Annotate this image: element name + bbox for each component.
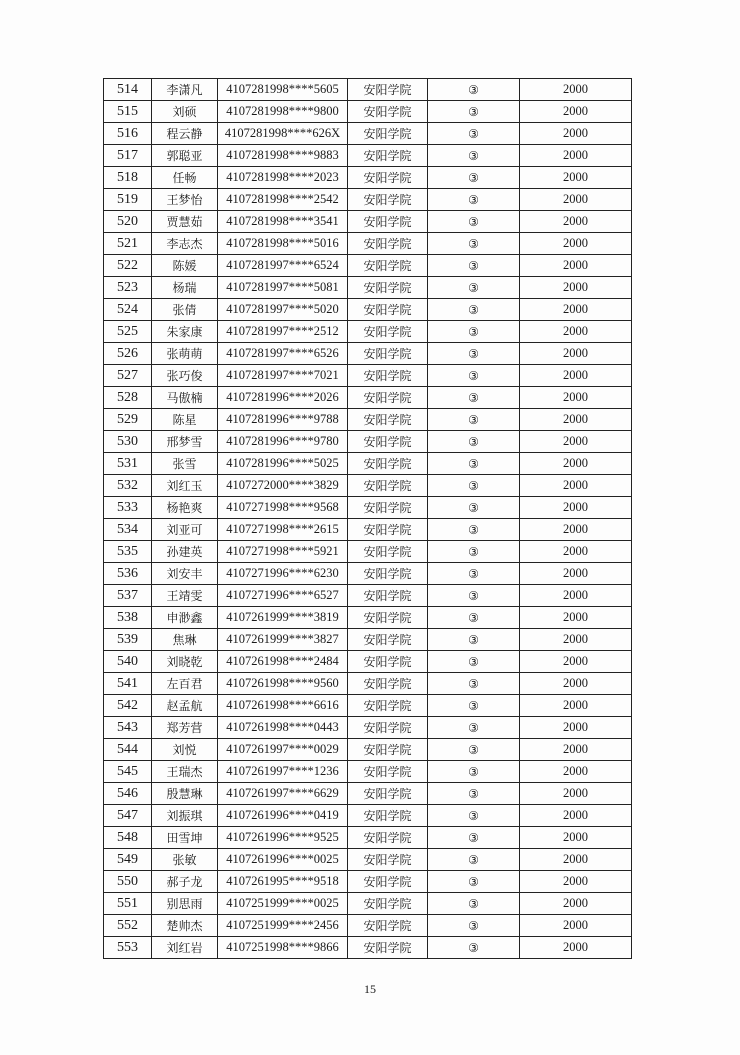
id-number: 4107271998****5921 bbox=[218, 541, 348, 563]
amount: 2000 bbox=[520, 893, 632, 915]
amount: 2000 bbox=[520, 695, 632, 717]
table-row bbox=[104, 607, 632, 629]
student-name: 郝子龙 bbox=[152, 871, 218, 893]
school-name: 安阳学院 bbox=[348, 145, 428, 167]
school-name: 安阳学院 bbox=[348, 123, 428, 145]
table-row bbox=[104, 343, 632, 365]
row-number: 540 bbox=[104, 651, 152, 673]
category-mark: ③ bbox=[428, 453, 520, 475]
id-number: 4107281998****5605 bbox=[218, 79, 348, 101]
row-number: 517 bbox=[104, 145, 152, 167]
school-name: 安阳学院 bbox=[348, 189, 428, 211]
student-name: 刘红岩 bbox=[152, 937, 218, 959]
row-number: 535 bbox=[104, 541, 152, 563]
row-number: 519 bbox=[104, 189, 152, 211]
student-name: 张敏 bbox=[152, 849, 218, 871]
amount: 2000 bbox=[520, 607, 632, 629]
student-name: 朱家康 bbox=[152, 321, 218, 343]
student-name: 张巧俊 bbox=[152, 365, 218, 387]
category-mark: ③ bbox=[428, 629, 520, 651]
id-number: 4107261996****0025 bbox=[218, 849, 348, 871]
category-mark: ③ bbox=[428, 739, 520, 761]
amount: 2000 bbox=[520, 805, 632, 827]
amount: 2000 bbox=[520, 739, 632, 761]
id-number: 4107261996****9525 bbox=[218, 827, 348, 849]
student-name: 刘安丰 bbox=[152, 563, 218, 585]
id-number: 4107261995****9518 bbox=[218, 871, 348, 893]
student-name: 申渺鑫 bbox=[152, 607, 218, 629]
amount: 2000 bbox=[520, 79, 632, 101]
id-number: 4107261998****6616 bbox=[218, 695, 348, 717]
row-number: 548 bbox=[104, 827, 152, 849]
id-number: 4107281998****2023 bbox=[218, 167, 348, 189]
amount: 2000 bbox=[520, 827, 632, 849]
table-row bbox=[104, 937, 632, 959]
school-name: 安阳学院 bbox=[348, 827, 428, 849]
school-name: 安阳学院 bbox=[348, 849, 428, 871]
student-name: 李潇凡 bbox=[152, 79, 218, 101]
amount: 2000 bbox=[520, 277, 632, 299]
student-name: 李志杰 bbox=[152, 233, 218, 255]
row-number: 552 bbox=[104, 915, 152, 937]
category-mark: ③ bbox=[428, 783, 520, 805]
id-number: 4107261998****2484 bbox=[218, 651, 348, 673]
student-name: 王瑞杰 bbox=[152, 761, 218, 783]
student-name: 刘悦 bbox=[152, 739, 218, 761]
table-row bbox=[104, 849, 632, 871]
amount: 2000 bbox=[520, 761, 632, 783]
id-number: 4107261999****3827 bbox=[218, 629, 348, 651]
table-row bbox=[104, 915, 632, 937]
row-number: 534 bbox=[104, 519, 152, 541]
row-number: 528 bbox=[104, 387, 152, 409]
student-name: 郭聪亚 bbox=[152, 145, 218, 167]
row-number: 520 bbox=[104, 211, 152, 233]
school-name: 安阳学院 bbox=[348, 431, 428, 453]
school-name: 安阳学院 bbox=[348, 475, 428, 497]
amount: 2000 bbox=[520, 783, 632, 805]
amount: 2000 bbox=[520, 629, 632, 651]
category-mark: ③ bbox=[428, 717, 520, 739]
school-name: 安阳学院 bbox=[348, 79, 428, 101]
table-row bbox=[104, 739, 632, 761]
school-name: 安阳学院 bbox=[348, 937, 428, 959]
id-number: 4107272000****3829 bbox=[218, 475, 348, 497]
school-name: 安阳学院 bbox=[348, 673, 428, 695]
category-mark: ③ bbox=[428, 211, 520, 233]
amount: 2000 bbox=[520, 145, 632, 167]
category-mark: ③ bbox=[428, 409, 520, 431]
student-name: 张萌萌 bbox=[152, 343, 218, 365]
category-mark: ③ bbox=[428, 805, 520, 827]
row-number: 527 bbox=[104, 365, 152, 387]
row-number: 549 bbox=[104, 849, 152, 871]
table-row bbox=[104, 431, 632, 453]
row-number: 553 bbox=[104, 937, 152, 959]
table-row bbox=[104, 189, 632, 211]
row-number: 541 bbox=[104, 673, 152, 695]
id-number: 4107261999****3819 bbox=[218, 607, 348, 629]
row-number: 537 bbox=[104, 585, 152, 607]
school-name: 安阳学院 bbox=[348, 783, 428, 805]
student-name: 任畅 bbox=[152, 167, 218, 189]
amount: 2000 bbox=[520, 299, 632, 321]
school-name: 安阳学院 bbox=[348, 519, 428, 541]
student-name: 刘硕 bbox=[152, 101, 218, 123]
amount: 2000 bbox=[520, 255, 632, 277]
id-number: 4107261997****1236 bbox=[218, 761, 348, 783]
row-number: 547 bbox=[104, 805, 152, 827]
student-name: 田雪坤 bbox=[152, 827, 218, 849]
school-name: 安阳学院 bbox=[348, 915, 428, 937]
id-number: 4107281997****6526 bbox=[218, 343, 348, 365]
category-mark: ③ bbox=[428, 937, 520, 959]
row-number: 521 bbox=[104, 233, 152, 255]
school-name: 安阳学院 bbox=[348, 453, 428, 475]
student-name: 楚帅杰 bbox=[152, 915, 218, 937]
row-number: 539 bbox=[104, 629, 152, 651]
school-name: 安阳学院 bbox=[348, 255, 428, 277]
category-mark: ③ bbox=[428, 541, 520, 563]
student-name: 赵孟航 bbox=[152, 695, 218, 717]
row-number: 538 bbox=[104, 607, 152, 629]
school-name: 安阳学院 bbox=[348, 409, 428, 431]
category-mark: ③ bbox=[428, 123, 520, 145]
row-number: 515 bbox=[104, 101, 152, 123]
table-row bbox=[104, 585, 632, 607]
category-mark: ③ bbox=[428, 189, 520, 211]
id-number: 4107271998****2615 bbox=[218, 519, 348, 541]
student-name: 郑芳营 bbox=[152, 717, 218, 739]
table-row bbox=[104, 145, 632, 167]
amount: 2000 bbox=[520, 915, 632, 937]
amount: 2000 bbox=[520, 233, 632, 255]
table-row bbox=[104, 475, 632, 497]
school-name: 安阳学院 bbox=[348, 695, 428, 717]
category-mark: ③ bbox=[428, 79, 520, 101]
row-number: 523 bbox=[104, 277, 152, 299]
table-row bbox=[104, 871, 632, 893]
table-row bbox=[104, 761, 632, 783]
table-row bbox=[104, 167, 632, 189]
school-name: 安阳学院 bbox=[348, 211, 428, 233]
amount: 2000 bbox=[520, 453, 632, 475]
table-row bbox=[104, 805, 632, 827]
category-mark: ③ bbox=[428, 101, 520, 123]
category-mark: ③ bbox=[428, 431, 520, 453]
table-row bbox=[104, 541, 632, 563]
table-row bbox=[104, 673, 632, 695]
student-name: 张雪 bbox=[152, 453, 218, 475]
row-number: 532 bbox=[104, 475, 152, 497]
amount: 2000 bbox=[520, 651, 632, 673]
amount: 2000 bbox=[520, 387, 632, 409]
id-number: 4107281998****626X bbox=[218, 123, 348, 145]
id-number: 4107251998****9866 bbox=[218, 937, 348, 959]
school-name: 安阳学院 bbox=[348, 563, 428, 585]
school-name: 安阳学院 bbox=[348, 893, 428, 915]
id-number: 4107271996****6230 bbox=[218, 563, 348, 585]
row-number: 516 bbox=[104, 123, 152, 145]
school-name: 安阳学院 bbox=[348, 233, 428, 255]
category-mark: ③ bbox=[428, 387, 520, 409]
school-name: 安阳学院 bbox=[348, 607, 428, 629]
student-name: 张倩 bbox=[152, 299, 218, 321]
id-number: 4107261997****6629 bbox=[218, 783, 348, 805]
table-row bbox=[104, 277, 632, 299]
row-number: 546 bbox=[104, 783, 152, 805]
amount: 2000 bbox=[520, 123, 632, 145]
amount: 2000 bbox=[520, 673, 632, 695]
table-row bbox=[104, 519, 632, 541]
student-name: 马傲楠 bbox=[152, 387, 218, 409]
student-name: 王靖雯 bbox=[152, 585, 218, 607]
id-number: 4107281998****9883 bbox=[218, 145, 348, 167]
row-number: 518 bbox=[104, 167, 152, 189]
id-number: 4107281998****2542 bbox=[218, 189, 348, 211]
school-name: 安阳学院 bbox=[348, 277, 428, 299]
row-number: 543 bbox=[104, 717, 152, 739]
table-row bbox=[104, 211, 632, 233]
amount: 2000 bbox=[520, 717, 632, 739]
id-number: 4107271998****9568 bbox=[218, 497, 348, 519]
table-row bbox=[104, 321, 632, 343]
student-name: 邢梦雪 bbox=[152, 431, 218, 453]
table-row bbox=[104, 717, 632, 739]
category-mark: ③ bbox=[428, 299, 520, 321]
amount: 2000 bbox=[520, 431, 632, 453]
id-number: 4107261998****0443 bbox=[218, 717, 348, 739]
row-number: 529 bbox=[104, 409, 152, 431]
school-name: 安阳学院 bbox=[348, 497, 428, 519]
id-number: 4107281996****9788 bbox=[218, 409, 348, 431]
student-name: 殷慧琳 bbox=[152, 783, 218, 805]
school-name: 安阳学院 bbox=[348, 739, 428, 761]
student-name: 别思雨 bbox=[152, 893, 218, 915]
category-mark: ③ bbox=[428, 761, 520, 783]
table-row bbox=[104, 123, 632, 145]
table-row bbox=[104, 827, 632, 849]
amount: 2000 bbox=[520, 519, 632, 541]
id-number: 4107281997****7021 bbox=[218, 365, 348, 387]
student-name: 杨瑞 bbox=[152, 277, 218, 299]
school-name: 安阳学院 bbox=[348, 101, 428, 123]
id-number: 4107251999****0025 bbox=[218, 893, 348, 915]
row-number: 525 bbox=[104, 321, 152, 343]
student-name: 左百君 bbox=[152, 673, 218, 695]
row-number: 530 bbox=[104, 431, 152, 453]
category-mark: ③ bbox=[428, 277, 520, 299]
row-number: 542 bbox=[104, 695, 152, 717]
category-mark: ③ bbox=[428, 233, 520, 255]
category-mark: ③ bbox=[428, 145, 520, 167]
table-row bbox=[104, 255, 632, 277]
row-number: 531 bbox=[104, 453, 152, 475]
school-name: 安阳学院 bbox=[348, 761, 428, 783]
school-name: 安阳学院 bbox=[348, 167, 428, 189]
id-number: 4107281996****9780 bbox=[218, 431, 348, 453]
row-number: 544 bbox=[104, 739, 152, 761]
row-number: 536 bbox=[104, 563, 152, 585]
row-number: 550 bbox=[104, 871, 152, 893]
category-mark: ③ bbox=[428, 673, 520, 695]
student-name: 刘振琪 bbox=[152, 805, 218, 827]
table-row bbox=[104, 233, 632, 255]
amount: 2000 bbox=[520, 937, 632, 959]
student-name: 王梦怡 bbox=[152, 189, 218, 211]
category-mark: ③ bbox=[428, 475, 520, 497]
row-number: 551 bbox=[104, 893, 152, 915]
id-number: 4107281998****9800 bbox=[218, 101, 348, 123]
category-mark: ③ bbox=[428, 519, 520, 541]
amount: 2000 bbox=[520, 167, 632, 189]
table-row bbox=[104, 365, 632, 387]
student-name: 程云静 bbox=[152, 123, 218, 145]
school-name: 安阳学院 bbox=[348, 651, 428, 673]
id-number: 4107281996****2026 bbox=[218, 387, 348, 409]
school-name: 安阳学院 bbox=[348, 805, 428, 827]
category-mark: ③ bbox=[428, 849, 520, 871]
amount: 2000 bbox=[520, 585, 632, 607]
row-number: 514 bbox=[104, 79, 152, 101]
school-name: 安阳学院 bbox=[348, 387, 428, 409]
category-mark: ③ bbox=[428, 695, 520, 717]
school-name: 安阳学院 bbox=[348, 629, 428, 651]
table-row bbox=[104, 497, 632, 519]
table-row bbox=[104, 783, 632, 805]
table-row bbox=[104, 563, 632, 585]
id-number: 4107281996****5025 bbox=[218, 453, 348, 475]
school-name: 安阳学院 bbox=[348, 321, 428, 343]
table-row bbox=[104, 695, 632, 717]
id-number: 4107261998****9560 bbox=[218, 673, 348, 695]
category-mark: ③ bbox=[428, 871, 520, 893]
school-name: 安阳学院 bbox=[348, 585, 428, 607]
table-row bbox=[104, 409, 632, 431]
school-name: 安阳学院 bbox=[348, 299, 428, 321]
school-name: 安阳学院 bbox=[348, 717, 428, 739]
id-number: 4107281998****3541 bbox=[218, 211, 348, 233]
amount: 2000 bbox=[520, 211, 632, 233]
category-mark: ③ bbox=[428, 607, 520, 629]
table-row bbox=[104, 387, 632, 409]
amount: 2000 bbox=[520, 871, 632, 893]
roster-body bbox=[104, 79, 632, 959]
student-name: 杨艳爽 bbox=[152, 497, 218, 519]
school-name: 安阳学院 bbox=[348, 541, 428, 563]
category-mark: ③ bbox=[428, 167, 520, 189]
id-number: 4107271996****6527 bbox=[218, 585, 348, 607]
category-mark: ③ bbox=[428, 365, 520, 387]
table-row bbox=[104, 453, 632, 475]
row-number: 533 bbox=[104, 497, 152, 519]
student-name: 刘晓乾 bbox=[152, 651, 218, 673]
id-number: 4107281997****5020 bbox=[218, 299, 348, 321]
id-number: 4107281997****6524 bbox=[218, 255, 348, 277]
table-row bbox=[104, 299, 632, 321]
student-name: 陈星 bbox=[152, 409, 218, 431]
category-mark: ③ bbox=[428, 651, 520, 673]
amount: 2000 bbox=[520, 101, 632, 123]
table-row bbox=[104, 101, 632, 123]
category-mark: ③ bbox=[428, 343, 520, 365]
category-mark: ③ bbox=[428, 585, 520, 607]
page-number: 15 bbox=[364, 982, 376, 996]
category-mark: ③ bbox=[428, 563, 520, 585]
student-name: 焦琳 bbox=[152, 629, 218, 651]
school-name: 安阳学院 bbox=[348, 871, 428, 893]
row-number: 545 bbox=[104, 761, 152, 783]
amount: 2000 bbox=[520, 321, 632, 343]
id-number: 4107281998****5016 bbox=[218, 233, 348, 255]
amount: 2000 bbox=[520, 475, 632, 497]
amount: 2000 bbox=[520, 365, 632, 387]
id-number: 4107281997****2512 bbox=[218, 321, 348, 343]
school-name: 安阳学院 bbox=[348, 343, 428, 365]
student-name: 刘亚可 bbox=[152, 519, 218, 541]
amount: 2000 bbox=[520, 541, 632, 563]
id-number: 4107281997****5081 bbox=[218, 277, 348, 299]
row-number: 524 bbox=[104, 299, 152, 321]
category-mark: ③ bbox=[428, 497, 520, 519]
category-mark: ③ bbox=[428, 255, 520, 277]
category-mark: ③ bbox=[428, 915, 520, 937]
amount: 2000 bbox=[520, 497, 632, 519]
row-number: 522 bbox=[104, 255, 152, 277]
category-mark: ③ bbox=[428, 321, 520, 343]
amount: 2000 bbox=[520, 343, 632, 365]
amount: 2000 bbox=[520, 849, 632, 871]
student-roster-table bbox=[103, 78, 632, 959]
id-number: 4107251999****2456 bbox=[218, 915, 348, 937]
student-name: 贾慧茹 bbox=[152, 211, 218, 233]
amount: 2000 bbox=[520, 189, 632, 211]
student-name: 孙建英 bbox=[152, 541, 218, 563]
table-row bbox=[104, 629, 632, 651]
id-number: 4107261996****0419 bbox=[218, 805, 348, 827]
id-number: 4107261997****0029 bbox=[218, 739, 348, 761]
table-row bbox=[104, 893, 632, 915]
category-mark: ③ bbox=[428, 893, 520, 915]
row-number: 526 bbox=[104, 343, 152, 365]
category-mark: ③ bbox=[428, 827, 520, 849]
student-name: 刘红玉 bbox=[152, 475, 218, 497]
student-name: 陈媛 bbox=[152, 255, 218, 277]
school-name: 安阳学院 bbox=[348, 365, 428, 387]
amount: 2000 bbox=[520, 409, 632, 431]
table-row bbox=[104, 79, 632, 101]
amount: 2000 bbox=[520, 563, 632, 585]
table-row bbox=[104, 651, 632, 673]
